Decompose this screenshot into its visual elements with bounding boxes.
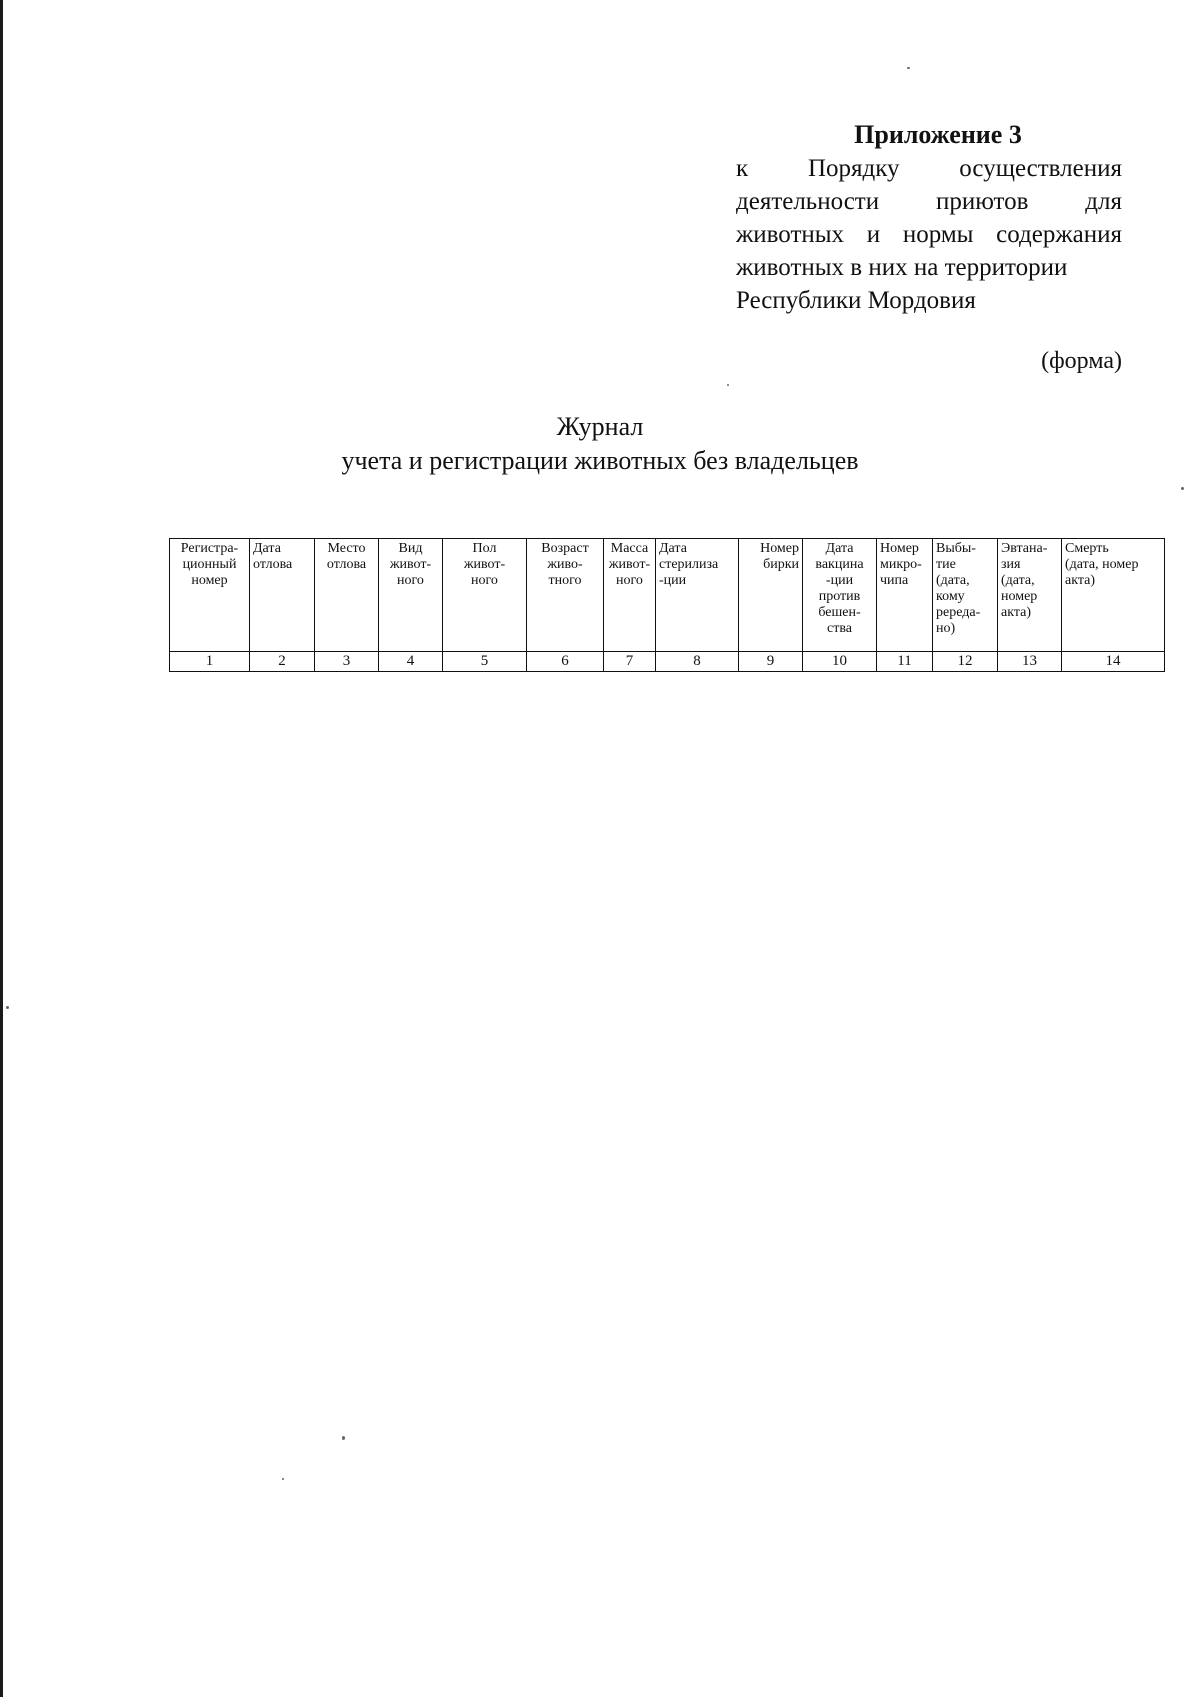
column-number-cell: 8 (656, 652, 739, 672)
journal-table (169, 538, 1165, 672)
journal-title-line1: Журнал (556, 412, 644, 441)
header-cell-euthanasia: Эвтана- зия (дата, номер акта) (998, 539, 1062, 652)
appendix-line: животных в них на территории (736, 254, 1068, 281)
header-cell-sterilization-date: Дата стерилиза -ции (656, 539, 739, 652)
column-number-cell: 9 (739, 652, 803, 672)
header-cell-death: Смерть (дата, номер акта) (1062, 539, 1165, 652)
appendix-line: деятельности приютов для (736, 188, 1122, 215)
journal-title (0, 410, 1200, 478)
appendix-line: Республики Мордовия (736, 287, 976, 314)
column-number-cell: 3 (315, 652, 379, 672)
column-number-cell: 14 (1062, 652, 1165, 672)
appendix-title: Приложение 3 (854, 120, 1022, 149)
scan-speck (727, 384, 729, 386)
header-cell-reg-number: Регистра- ционный номер (170, 539, 250, 652)
column-number-cell: 7 (604, 652, 656, 672)
appendix-line: животных и нормы содержания (736, 221, 1122, 248)
header-cell-catch-date: Дата отлова (250, 539, 315, 652)
scan-speck (6, 1006, 9, 1009)
scan-speck (282, 1478, 284, 1480)
header-cell-age: Возраст живо- тного (527, 539, 604, 652)
header-cell-catch-place: Место отлова (315, 539, 379, 652)
header-cell-rabies-vaccination-date: Дата вакцина -ции против бешен- ства (803, 539, 877, 652)
column-number-cell: 13 (998, 652, 1062, 672)
table-number-row (170, 652, 1165, 672)
scan-speck (342, 1436, 345, 1440)
column-number-cell: 6 (527, 652, 604, 672)
appendix-line: к Порядку осуществления (736, 155, 1122, 182)
column-number-cell: 5 (443, 652, 527, 672)
column-number-cell: 11 (877, 652, 933, 672)
header-cell-disposal: Выбы- тие (дата, кому pереда- но) (933, 539, 998, 652)
column-number-cell: 10 (803, 652, 877, 672)
column-number-cell: 12 (933, 652, 998, 672)
header-cell-tag-number: Номер бирки (739, 539, 803, 652)
header-cell-weight: Масса живот- ного (604, 539, 656, 652)
column-number-cell: 1 (170, 652, 250, 672)
scan-speck (907, 67, 910, 69)
scan-speck (1181, 487, 1184, 490)
column-number-cell: 2 (250, 652, 315, 672)
appendix-block (736, 118, 1122, 317)
header-cell-sex: Пол живот- ного (443, 539, 527, 652)
header-cell-microchip-number: Номер микро- чипа (877, 539, 933, 652)
header-cell-species: Вид живот- ного (379, 539, 443, 652)
column-number-cell: 4 (379, 652, 443, 672)
form-label: (форма) (1041, 348, 1122, 374)
table-header-row (170, 539, 1165, 652)
journal-title-line2: учета и регистрации животных без владельцев (341, 446, 859, 475)
scan-left-edge (0, 0, 3, 1697)
